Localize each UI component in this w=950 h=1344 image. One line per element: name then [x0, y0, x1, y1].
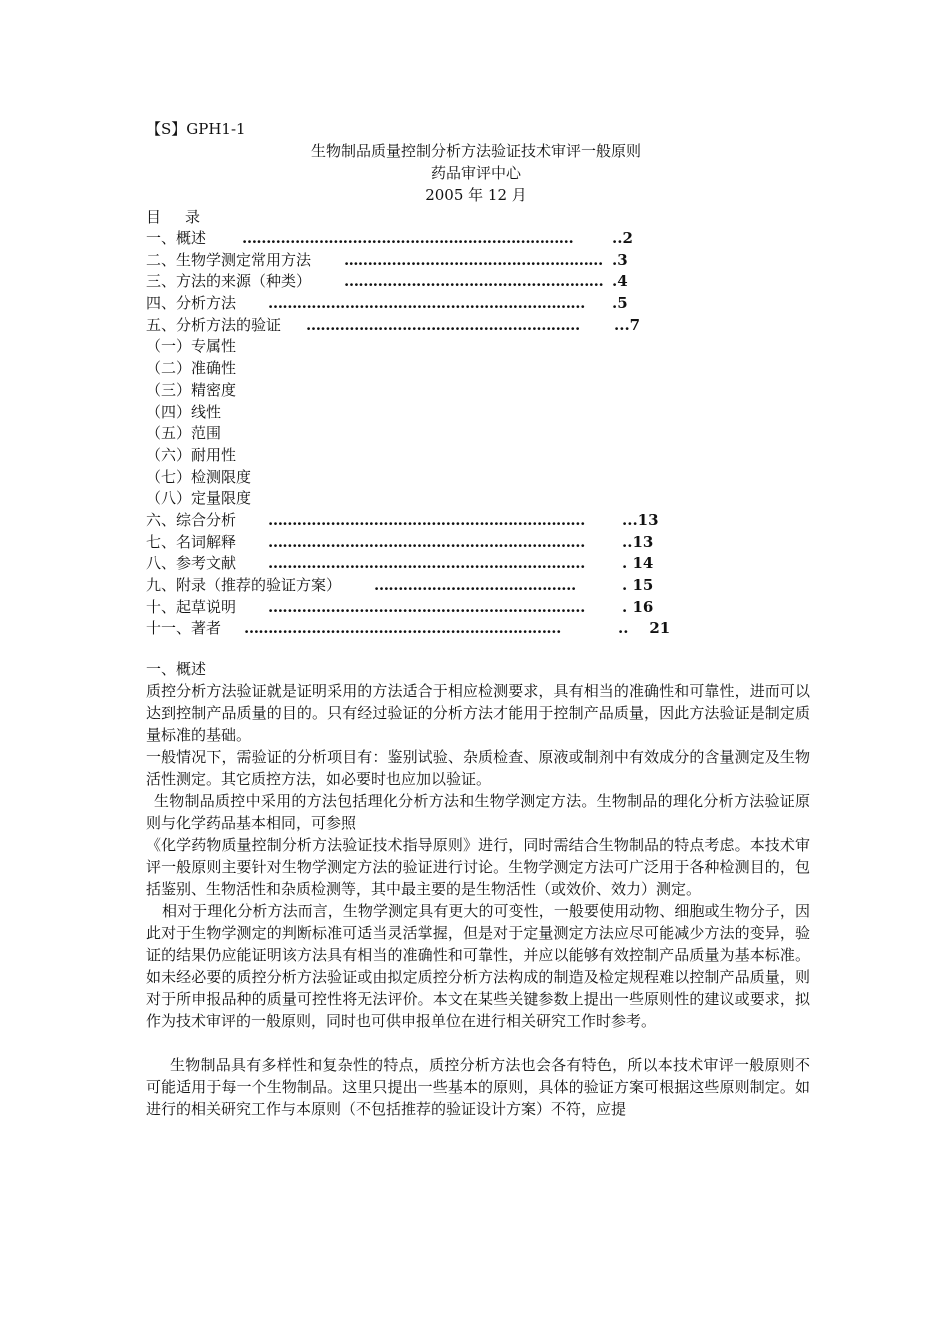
toc-item[interactable]	[146, 402, 666, 424]
toc-item[interactable]	[146, 293, 666, 315]
toc-item-label: （五）范围	[146, 424, 222, 443]
toc-item[interactable]	[146, 358, 666, 380]
toc-leader-dots: …………………………………………………………	[268, 294, 585, 313]
toc-leader-dots: …………………………………………………………	[268, 510, 585, 529]
toc-item-label: （二）准确性	[146, 359, 237, 378]
toc-item[interactable]	[146, 510, 666, 532]
toc-leader-dots: …………………………………………………	[306, 315, 580, 334]
toc-page-number: . 16	[622, 597, 654, 616]
toc-leader-dots: ……………………………………………………………	[242, 229, 574, 247]
table-of-contents	[146, 228, 671, 640]
toc-heading	[146, 206, 202, 227]
toc-leader-dots: …………………………………………………………	[268, 597, 585, 616]
toc-leader-dots: ...……………………………………………	[344, 250, 603, 269]
toc-item[interactable]	[146, 271, 666, 293]
toc-leader-dots: ……………………………………	[374, 576, 576, 594]
toc-item[interactable]	[146, 467, 666, 489]
toc-item-label: 八、参考文献	[146, 554, 237, 573]
toc-leader-dots: …………………………………………………………	[268, 532, 585, 551]
toc-page-number: . 15	[622, 576, 654, 594]
toc-item[interactable]	[146, 532, 666, 554]
toc-heading-char-1: 目	[146, 208, 164, 226]
toc-item-label: 十、起草说明	[146, 597, 237, 616]
body-paragraph: 一般情况下，需验证的分析项目有：鉴别试验、杂质检查、原液或制剂中有效成分的含量测定及生物活性测定。其它质控方法，如必要时也应加以验证。	[146, 748, 810, 788]
toc-item[interactable]	[146, 228, 666, 250]
toc-item[interactable]	[146, 597, 666, 619]
section-heading: 一、概述	[146, 660, 207, 678]
toc-page-number: .4	[612, 272, 628, 291]
toc-leader-dots: …………………………………………………………	[244, 619, 561, 638]
toc-item-label: 七、名词解释	[146, 532, 237, 551]
toc-page-number: .3	[612, 250, 628, 269]
paragraph-spacer	[146, 1032, 810, 1054]
toc-item-label: （三）精密度	[146, 380, 237, 399]
issuing-organization: 药品审评中心	[430, 164, 521, 182]
document-title: 生物制品质量控制分析方法验证技术审评一般原则	[310, 142, 641, 160]
toc-item-label: 二、生物学测定常用方法	[146, 250, 312, 269]
body-paragraph: 相对于理化分析方法而言，生物学测定具有更大的可变性，一般要使用动物、细胞或生物分子，因此对于生物学测定的判断标准可适当灵活掌握，但是对于定量测定方法应尽可能减少方法的变异，验证的结果仍应能证明该方法具有相当的准确性和可靠性，并应以能够有效控制产品质量为基本标准。如未经必要的质控分析方法验证或由拟定质控分析方法构成的制造及检定规程难以控制产品质量，则对于所申报品种的质量可控性将无法评价。本文在某些关键参数上提出一些原则性的建议或要求，拟作为技术审评的一般原则，同时也可供申报单位在进行相关研究工作时参考。	[146, 902, 810, 1030]
toc-item-label: （八）定量限度	[146, 489, 252, 508]
body-paragraph: 质控分析方法验证就是证明采用的方法适合于相应检测要求，具有相当的准确性和可靠性，进而可以达到控制产品质量的目的。只有经过验证的分析方法才能用于控制产品质量，因此方法验证是制定质量标准的基础。	[146, 682, 810, 744]
toc-page-number: .. 21	[618, 619, 671, 638]
toc-item-label: 十一、著者	[146, 619, 222, 638]
toc-item-label: 九、附录（推荐的验证方案）	[146, 576, 342, 594]
toc-item-label: 六、综合分析	[146, 510, 237, 529]
toc-item[interactable]	[146, 445, 666, 467]
body-paragraph: 《化学药物质量控制分析方法验证技术指导原则》进行，同时需结合生物制品的特点考虑。本技术审评一般原则主要针对生物学测定方法的验证进行讨论。生物学测定方法可广泛用于各种检测目的，包括鉴别、生物活性和杂质检测等，其中最主要的是生物活性（或效价、效力）测定。	[146, 836, 810, 898]
toc-item[interactable]	[146, 575, 666, 597]
toc-item-label: 三、方法的来源（种类）	[146, 272, 312, 291]
toc-item[interactable]	[146, 553, 666, 575]
toc-page-number: ...13	[622, 510, 659, 529]
toc-item-label: （一）专属性	[146, 337, 237, 356]
toc-item[interactable]	[146, 488, 666, 510]
toc-item[interactable]	[146, 250, 666, 272]
body-paragraph: 生物制品具有多样性和复杂性的特点，质控分析方法也会各有特色，所以本技术审评一般原则不可能适用于每一个生物制品。这里只提出一些基本的原则，具体的验证方案可根据这些原则制定。如进行的相关研究工作与本原则（不包括推荐的验证设计方案）不符，应提	[146, 1056, 810, 1118]
toc-leader-dots: …………………………………………………………	[268, 554, 585, 573]
body-paragraph: 生物制品质控中采用的方法包括理化分析方法和生物学测定方法。生物制品的理化分析方法验证原则与化学药品基本相同，可参照	[146, 792, 810, 832]
toc-item[interactable]	[146, 423, 666, 445]
toc-item-label: （四）线性	[146, 402, 222, 421]
toc-item-label: 一、概述	[146, 229, 207, 247]
document-date: 2005 年 12 月	[425, 186, 527, 204]
toc-page-number: .5	[612, 294, 628, 313]
toc-item-label: （六）耐用性	[146, 445, 237, 464]
toc-page-number: ..13	[622, 532, 654, 551]
toc-item[interactable]	[146, 315, 666, 337]
toc-page-number: ...7	[614, 315, 641, 334]
toc-item[interactable]	[146, 336, 666, 358]
toc-item[interactable]	[146, 380, 666, 402]
toc-item[interactable]	[146, 618, 671, 640]
toc-heading-char-2: 录	[185, 208, 203, 226]
toc-leader-dots: ………………………………………………	[344, 272, 604, 291]
toc-item-label: （七）检测限度	[146, 467, 252, 486]
toc-item-label: 五、分析方法的验证	[146, 315, 282, 334]
document-code: 【S】GPH1-1	[146, 120, 246, 138]
toc-page-number: ..2	[612, 229, 633, 247]
document-body	[146, 658, 810, 1120]
toc-item-label: 四、分析方法	[146, 294, 237, 313]
toc-page-number: . 14	[622, 554, 654, 573]
